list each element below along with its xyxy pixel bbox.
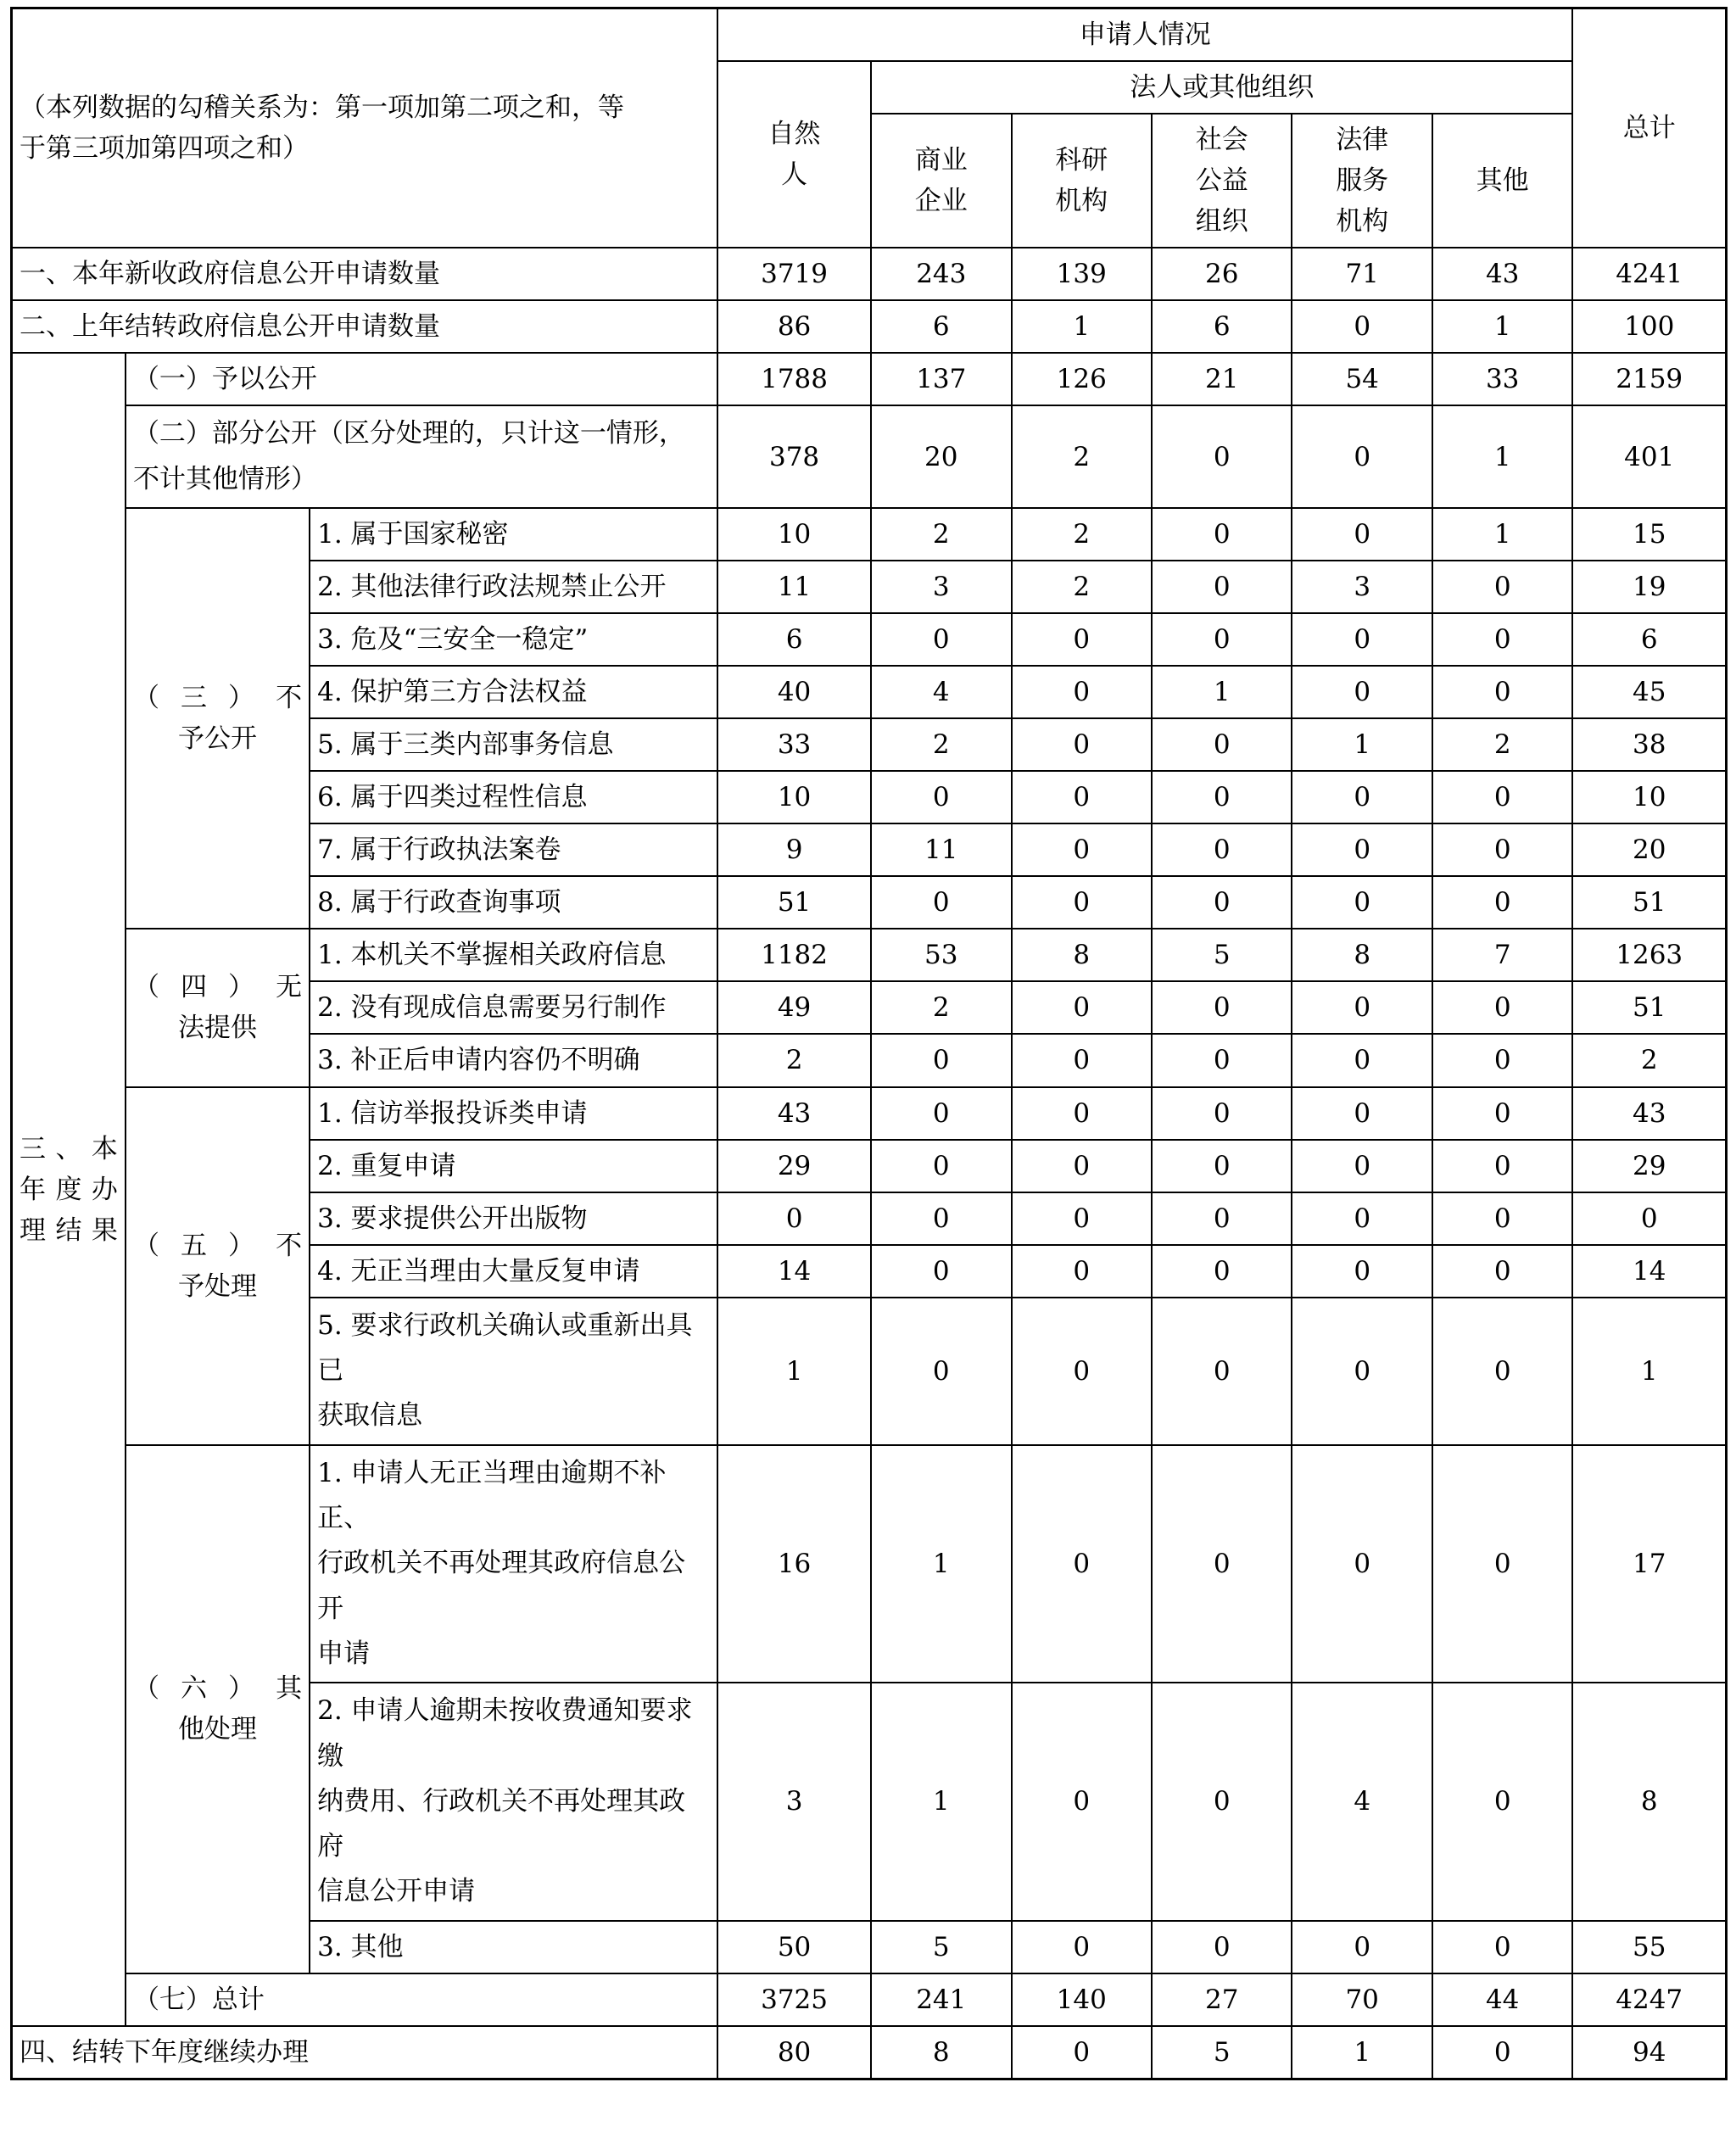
cell-value: 2: [1432, 718, 1573, 771]
cell-value: 0: [1432, 1034, 1573, 1086]
row-label-not-disclosed: （三）不 予公开: [126, 508, 310, 929]
cell-value: 0: [1152, 1140, 1292, 1192]
cell-value: 50: [717, 1921, 871, 1973]
cell-value: 140: [1012, 1973, 1152, 2026]
cell-value: 0: [871, 1192, 1011, 1245]
cell-value: 0: [1432, 1192, 1573, 1245]
cell-value: 6: [1572, 613, 1726, 666]
cell-value: 3725: [717, 1973, 871, 2026]
cell-value: 4: [1292, 1683, 1432, 1921]
cell-value: 0: [1432, 561, 1573, 613]
row-label-third-party-rights: 4. 保护第三方合法权益: [310, 666, 717, 718]
cell-value: 1: [1152, 666, 1292, 718]
row-label-petition-complaint: 1. 信访举报投诉类申请: [310, 1087, 717, 1140]
table-row: [12, 508, 1727, 561]
cell-value: 8: [1012, 929, 1152, 981]
row-label-duplicate-request: 2. 重复申请: [310, 1140, 717, 1192]
cell-value: 0: [1152, 1087, 1292, 1140]
cell-value: 0: [1012, 981, 1152, 1034]
cell-value: 5: [1152, 929, 1292, 981]
cell-value: 0: [1432, 2026, 1573, 2079]
cell-value: 0: [1012, 613, 1152, 666]
cell-value: 0: [1432, 613, 1573, 666]
cell-value: 0: [1012, 718, 1152, 771]
cell-value: 27: [1152, 1973, 1292, 2026]
cell-value: 2: [1012, 508, 1152, 561]
cell-value: 243: [871, 248, 1011, 300]
table-row: [12, 248, 1727, 300]
cell-value: 7: [1432, 929, 1573, 981]
cell-value: 0: [1012, 1034, 1152, 1086]
cell-value: 2: [871, 981, 1011, 1034]
row-label-unable-to-provide: （四）无 法提供: [126, 929, 310, 1086]
header-natural-person: 自然 人: [717, 61, 871, 248]
cell-value: 1788: [717, 353, 871, 405]
cell-value: 43: [1432, 248, 1573, 300]
cell-value: 2: [1012, 405, 1152, 508]
cell-value: 2: [871, 508, 1011, 561]
cell-value: 0: [1152, 771, 1292, 823]
cell-value: 86: [717, 300, 871, 353]
cell-value: 1: [1432, 508, 1573, 561]
table-row: [12, 300, 1727, 353]
cell-value: 2: [1012, 561, 1152, 613]
table-row: [12, 1973, 1727, 2026]
cell-value: 5: [871, 1921, 1011, 1973]
cell-value: 0: [1292, 405, 1432, 508]
cell-value: 0: [1432, 771, 1573, 823]
header-col-public-welfare: 社会 公益 组织: [1152, 114, 1292, 248]
cell-value: 0: [1292, 981, 1432, 1034]
cell-value: 0: [1012, 876, 1152, 929]
cell-value: 0: [1012, 1087, 1152, 1140]
cell-value: 8: [1292, 929, 1432, 981]
row-label-annual-results: 三、本 年度办 理结果: [12, 353, 126, 2026]
cell-value: 3: [717, 1683, 871, 1921]
cell-value: 0: [1432, 1140, 1573, 1192]
cell-value: 0: [871, 1245, 1011, 1298]
cell-value: 55: [1572, 1921, 1726, 1973]
cell-value: 139: [1012, 248, 1152, 300]
cell-value: 0: [1292, 771, 1432, 823]
cell-value: 0: [1152, 1034, 1292, 1086]
cell-value: 0: [1152, 613, 1292, 666]
cell-value: 0: [1292, 300, 1432, 353]
cell-value: 6: [717, 613, 871, 666]
cell-value: 0: [717, 1192, 871, 1245]
cell-value: 0: [1292, 876, 1432, 929]
cell-value: 1: [871, 1683, 1011, 1921]
cell-value: 0: [1152, 405, 1292, 508]
cell-value: 0: [1292, 1034, 1432, 1086]
row-label-enforcement-file: 7. 属于行政执法案卷: [310, 823, 717, 876]
cell-value: 0: [1432, 823, 1573, 876]
cell-value: 0: [1432, 1445, 1573, 1683]
cell-value: 51: [1572, 981, 1726, 1034]
cell-value: 4241: [1572, 248, 1726, 300]
cell-value: 0: [871, 876, 1011, 929]
cell-value: 0: [1012, 1245, 1152, 1298]
cell-value: 1: [1012, 300, 1152, 353]
cell-value: 53: [871, 929, 1011, 981]
cell-value: 0: [1432, 666, 1573, 718]
cell-value: 9: [717, 823, 871, 876]
cell-value: 1: [1432, 300, 1573, 353]
cell-value: 5: [1152, 2026, 1292, 2079]
cell-value: 100: [1572, 300, 1726, 353]
cell-value: 0: [871, 771, 1011, 823]
cell-value: 51: [717, 876, 871, 929]
cell-value: 0: [1292, 613, 1432, 666]
cell-value: 33: [717, 718, 871, 771]
row-label-other-law-prohibited: 2. 其他法律行政法规禁止公开: [310, 561, 717, 613]
row-label-no-correction-overdue: 1. 申请人无正当理由逾期不补正、 行政机关不再处理其政府信息公开 申请: [310, 1445, 717, 1683]
cell-value: 0: [1292, 1445, 1432, 1683]
row-label-needs-creation: 2. 没有现成信息需要另行制作: [310, 981, 717, 1034]
cell-value: 0: [1012, 771, 1152, 823]
cell-value: 2: [1572, 1034, 1726, 1086]
cell-value: 38: [1572, 718, 1726, 771]
cell-value: 0: [1012, 1921, 1152, 1973]
row-label-other-handling: （六）其 他处理: [126, 1445, 310, 1973]
cell-value: 11: [717, 561, 871, 613]
cell-value: 3: [1292, 561, 1432, 613]
note-line-1: （本列数据的勾稽关系为：第一项加第二项之和，等: [20, 92, 624, 124]
cell-value: 1263: [1572, 929, 1726, 981]
cell-value: 0: [871, 1034, 1011, 1086]
cell-value: 10: [717, 508, 871, 561]
note-cell: [12, 8, 718, 248]
header-col-legal-service: 法律 服务 机构: [1292, 114, 1432, 248]
cell-value: 10: [1572, 771, 1726, 823]
cell-value: 0: [1292, 1087, 1432, 1140]
cell-value: 0: [1432, 876, 1573, 929]
cell-value: 1: [1572, 1298, 1726, 1445]
cell-value: 0: [1292, 1140, 1432, 1192]
cell-value: 19: [1572, 561, 1726, 613]
row-label-reconfirm-issued: 5. 要求行政机关确认或重新出具已 获取信息: [310, 1298, 717, 1445]
cell-value: 401: [1572, 405, 1726, 508]
cell-value: 0: [1432, 1298, 1573, 1445]
table-row: [12, 1087, 1727, 1140]
cell-value: 137: [871, 353, 1011, 405]
header-col-research: 科研 机构: [1012, 114, 1152, 248]
cell-value: 0: [1012, 666, 1152, 718]
cell-value: 0: [1152, 508, 1292, 561]
cell-value: 0: [871, 613, 1011, 666]
table-row: [12, 929, 1727, 981]
row-label-subtotal: （七）总计: [126, 1973, 717, 2026]
cell-value: 29: [1572, 1140, 1726, 1192]
cell-value: 126: [1012, 353, 1152, 405]
cell-value: 0: [1152, 1298, 1292, 1445]
cell-value: 0: [1432, 1683, 1573, 1921]
row-label-repeated-no-reason: 4. 无正当理由大量反复申请: [310, 1245, 717, 1298]
cell-value: 0: [871, 1087, 1011, 1140]
note-line-2: 于第三项加第四项之和）: [20, 133, 309, 165]
table-row: [12, 353, 1727, 405]
cell-value: 0: [1152, 1445, 1292, 1683]
cell-value: 14: [1572, 1245, 1726, 1298]
cell-value: 80: [717, 2026, 871, 2079]
row-label-disclosed: （一）予以公开: [126, 353, 717, 405]
cell-value: 16: [717, 1445, 871, 1683]
cell-value: 21: [1152, 353, 1292, 405]
row-label-internal-affairs: 5. 属于三类内部事务信息: [310, 718, 717, 771]
cell-value: 14: [717, 1245, 871, 1298]
cell-value: 1182: [717, 929, 871, 981]
cell-value: 15: [1572, 508, 1726, 561]
cell-value: 1: [1292, 718, 1432, 771]
header-col-commercial: 商业 企业: [871, 114, 1011, 248]
cell-value: 0: [1292, 1298, 1432, 1445]
row-label-unpaid-fee-overdue: 2. 申请人逾期未按收费通知要求缴 纳费用、行政机关不再处理其政府 信息公开申请: [310, 1683, 717, 1921]
row-label-published-material: 3. 要求提供公开出版物: [310, 1192, 717, 1245]
cell-value: 1: [1292, 2026, 1432, 2079]
cell-value: 6: [1152, 300, 1292, 353]
cell-value: 71: [1292, 248, 1432, 300]
row-label-three-safety: 3. 危及“三安全一稳定”: [310, 613, 717, 666]
cell-value: 0: [1012, 1445, 1152, 1683]
table-row: [12, 1445, 1727, 1683]
header-legal-group: 法人或其他组织: [871, 61, 1572, 114]
cell-value: 10: [717, 771, 871, 823]
cell-value: 70: [1292, 1973, 1432, 2026]
header-row-1: [12, 8, 1727, 62]
cell-value: 4247: [1572, 1973, 1726, 2026]
row-label-process-info: 6. 属于四类过程性信息: [310, 771, 717, 823]
cell-value: 0: [1012, 2026, 1152, 2079]
cell-value: 0: [871, 1140, 1011, 1192]
cell-value: 0: [1152, 1245, 1292, 1298]
cell-value: 49: [717, 981, 871, 1034]
cell-value: 0: [1012, 1298, 1152, 1445]
cell-value: 1: [1432, 405, 1573, 508]
cell-value: 54: [1292, 353, 1432, 405]
cell-value: 0: [1012, 1683, 1152, 1921]
cell-value: 0: [1292, 1245, 1432, 1298]
cell-value: 8: [1572, 1683, 1726, 1921]
cell-value: 0: [1432, 981, 1573, 1034]
row-label-partially-disclosed: （二）部分公开（区分处理的，只计这一情形， 不计其他情形）: [126, 405, 717, 508]
cell-value: 17: [1572, 1445, 1726, 1683]
header-applicant-group: 申请人情况: [717, 8, 1572, 62]
cell-value: 0: [1432, 1245, 1573, 1298]
cell-value: 0: [1152, 823, 1292, 876]
cell-value: 0: [1572, 1192, 1726, 1245]
cell-value: 0: [1152, 1921, 1292, 1973]
row-label-admin-inquiry: 8. 属于行政查询事项: [310, 876, 717, 929]
cell-value: 0: [1012, 1192, 1152, 1245]
cell-value: 43: [1572, 1087, 1726, 1140]
cell-value: 4: [871, 666, 1011, 718]
row-label-state-secret: 1. 属于国家秘密: [310, 508, 717, 561]
cell-value: 33: [1432, 353, 1573, 405]
cell-value: 0: [1292, 1192, 1432, 1245]
row-label-still-unclear: 3. 补正后申请内容仍不明确: [310, 1034, 717, 1086]
row-label-not-in-possession: 1. 本机关不掌握相关政府信息: [310, 929, 717, 981]
cell-value: 1: [717, 1298, 871, 1445]
cell-value: 0: [1432, 1087, 1573, 1140]
cell-value: 40: [717, 666, 871, 718]
cell-value: 11: [871, 823, 1011, 876]
table-row: [12, 2026, 1727, 2079]
table-row: [12, 405, 1727, 508]
cell-value: 20: [1572, 823, 1726, 876]
cell-value: 8: [871, 2026, 1011, 2079]
cell-value: 2: [717, 1034, 871, 1086]
cell-value: 2159: [1572, 353, 1726, 405]
cell-value: 0: [1012, 823, 1152, 876]
cell-value: 6: [871, 300, 1011, 353]
cell-value: 0: [1012, 1140, 1152, 1192]
cell-value: 51: [1572, 876, 1726, 929]
cell-value: 29: [717, 1140, 871, 1192]
row-label-not-processed: （五）不 予处理: [126, 1087, 310, 1445]
cell-value: 43: [717, 1087, 871, 1140]
cell-value: 26: [1152, 248, 1292, 300]
cell-value: 0: [1152, 561, 1292, 613]
cell-value: 0: [1152, 718, 1292, 771]
cell-value: 94: [1572, 2026, 1726, 2079]
row-label-carry-forward: 四、结转下年度继续办理: [12, 2026, 718, 2079]
cell-value: 0: [871, 1298, 1011, 1445]
cell-value: 0: [1432, 1921, 1573, 1973]
cell-value: 45: [1572, 666, 1726, 718]
cell-value: 0: [1292, 666, 1432, 718]
header-col-other: 其他: [1432, 114, 1573, 248]
cell-value: 241: [871, 1973, 1011, 2026]
cell-value: 0: [1152, 1192, 1292, 1245]
cell-value: 0: [1292, 823, 1432, 876]
row-label-new-requests: 一、本年新收政府信息公开申请数量: [12, 248, 718, 300]
cell-value: 0: [1152, 981, 1292, 1034]
cell-value: 44: [1432, 1973, 1573, 2026]
cell-value: 2: [871, 718, 1011, 771]
header-total: 总计: [1572, 8, 1726, 248]
cell-value: 3: [871, 561, 1011, 613]
cell-value: 0: [1152, 876, 1292, 929]
cell-value: 1: [871, 1445, 1011, 1683]
cell-value: 20: [871, 405, 1011, 508]
government-info-disclosure-table: [10, 7, 1728, 2080]
row-label-carried-over: 二、上年结转政府信息公开申请数量: [12, 300, 718, 353]
row-label-other-misc: 3. 其他: [310, 1921, 717, 1973]
cell-value: 378: [717, 405, 871, 508]
cell-value: 0: [1292, 508, 1432, 561]
cell-value: 3719: [717, 248, 871, 300]
cell-value: 0: [1292, 1921, 1432, 1973]
cell-value: 0: [1152, 1683, 1292, 1921]
